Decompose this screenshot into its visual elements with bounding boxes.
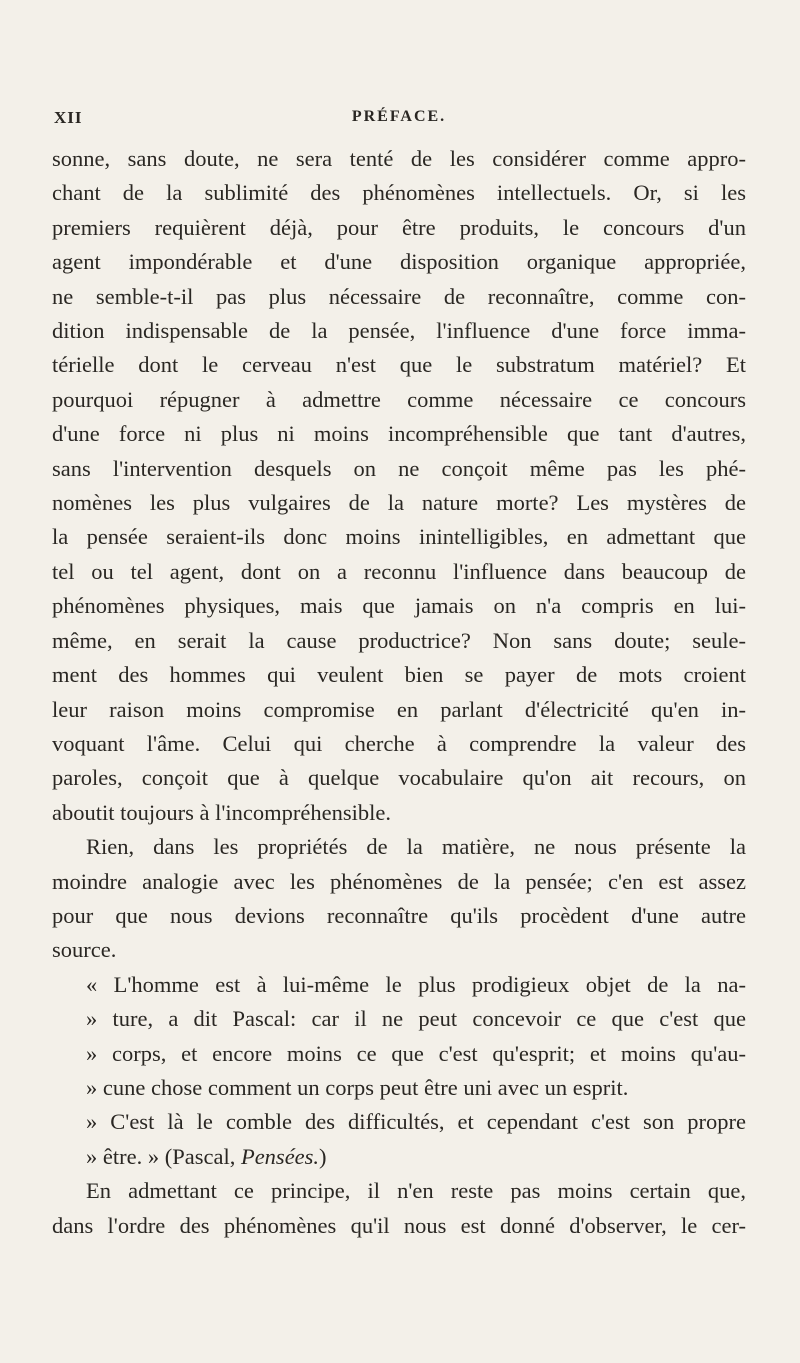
line-text: Rien, dans les propriétés de la matière, ne nous présente la [86,834,746,860]
line-text: premiers requièrent déjà, pour être produits, le concours d'un [52,214,746,240]
text-line [52,452,746,486]
page-number: XII [54,108,83,127]
line-text: chant de la sublimité des phénomènes intellectuels. Or, si les [52,180,746,206]
line-text: » cune chose comment un corps peut être uni avec un esprit. [86,1074,629,1100]
text-line [52,348,746,382]
text-line [52,761,746,795]
line-text: pour que nous devions reconnaître qu'ils procèdent d'une autre [52,902,746,928]
text-line [52,1071,746,1105]
text-line [52,1037,746,1071]
line-text: moindre analogie avec les phénomènes de la pensée; c'en est assez [52,868,746,894]
line-text: » être. » (Pascal, [86,1143,241,1169]
line-text: En admettant ce principe, il n'en reste pas moins certain que, [86,1178,746,1204]
text-line [52,830,746,864]
text-line [52,589,746,623]
running-title: PRÉFACE. [351,108,447,125]
text-line [52,865,746,899]
line-text: térielle dont le cerveau n'est que le substratum matériel? Et [52,352,746,378]
text-line [52,1002,746,1036]
line-text: » corps, et encore moins ce que c'est qu'esprit; et moins qu'au- [86,1040,746,1066]
line-text: ne semble-t-il pas plus nécessaire de reconnaître, comme con- [52,283,746,309]
line-text: nomènes les plus vulgaires de la nature morte? Les mystères de [52,490,746,516]
line-text: même, en serait la cause productrice? Non sans doute; seule- [52,627,746,653]
line-text: ment des hommes qui veulent bien se payer de mots croient [52,662,746,688]
line-text: sonne, sans doute, ne sera tenté de les considérer comme appro- [52,146,746,171]
text-line [52,658,746,692]
text-line [52,245,746,279]
text-line [52,727,746,761]
line-text: phénomènes physiques, mais que jamais on n'a compris en lui- [52,593,746,619]
text-line [52,142,746,176]
line-text: agent impondérable et d'une disposition organique appropriée, [52,249,746,275]
text-line [52,1209,746,1243]
line-text: pourquoi répugner à admettre comme nécessaire ce concours [52,386,746,412]
body-text [52,142,746,1243]
line-text: la pensée seraient-ils donc moins inintelligibles, en admettant que [52,524,746,550]
text-line [52,968,746,1002]
line-text: aboutit toujours à l'incompréhensible. [52,799,391,825]
text-line [52,693,746,727]
line-text: d'une force ni plus ni moins incompréhensible que tant d'autres, [52,421,746,447]
line-text: tel ou tel agent, dont on a reconnu l'influence dans beaucoup de [52,558,746,584]
text-line [52,1140,746,1174]
line-text: « L'homme est à lui-même le plus prodigieux objet de la na- [86,971,746,997]
text-line [52,314,746,348]
line-text: paroles, conçoit que à quelque vocabulaire qu'on ait recours, on [52,765,746,791]
text-line [52,1105,746,1139]
text-line [52,796,746,830]
text-line [52,211,746,245]
text-line [52,176,746,210]
line-text: voquant l'âme. Celui qui cherche à comprendre la valeur des [52,730,746,756]
text-line [52,899,746,933]
running-head [52,108,746,132]
text-line [52,417,746,451]
line-text: sans l'intervention desquels on ne conçoit même pas les phé- [52,455,746,481]
text-line [52,486,746,520]
book-title-italic: Pensées. [240,1143,320,1169]
line-text: dition indispensable de la pensée, l'influence d'une force imma- [52,318,746,344]
text-line [52,383,746,417]
line-text: source. [52,937,117,963]
text-line [52,555,746,589]
text-line [52,520,746,554]
text-line [52,1174,746,1208]
line-text: leur raison moins compromise en parlant d'électricité qu'en in- [52,696,746,722]
text-line [52,624,746,658]
text-line [52,280,746,314]
closing-parenthesis: ) [319,1143,327,1169]
line-text: » C'est là le comble des difficultés, et cependant c'est son propre [86,1109,746,1135]
line-text: dans l'ordre des phénomènes qu'il nous est donné d'observer, le cer- [52,1212,746,1238]
text-line [52,933,746,967]
line-text: » ture, a dit Pascal: car il ne peut concevoir ce que c'est que [86,1006,746,1032]
